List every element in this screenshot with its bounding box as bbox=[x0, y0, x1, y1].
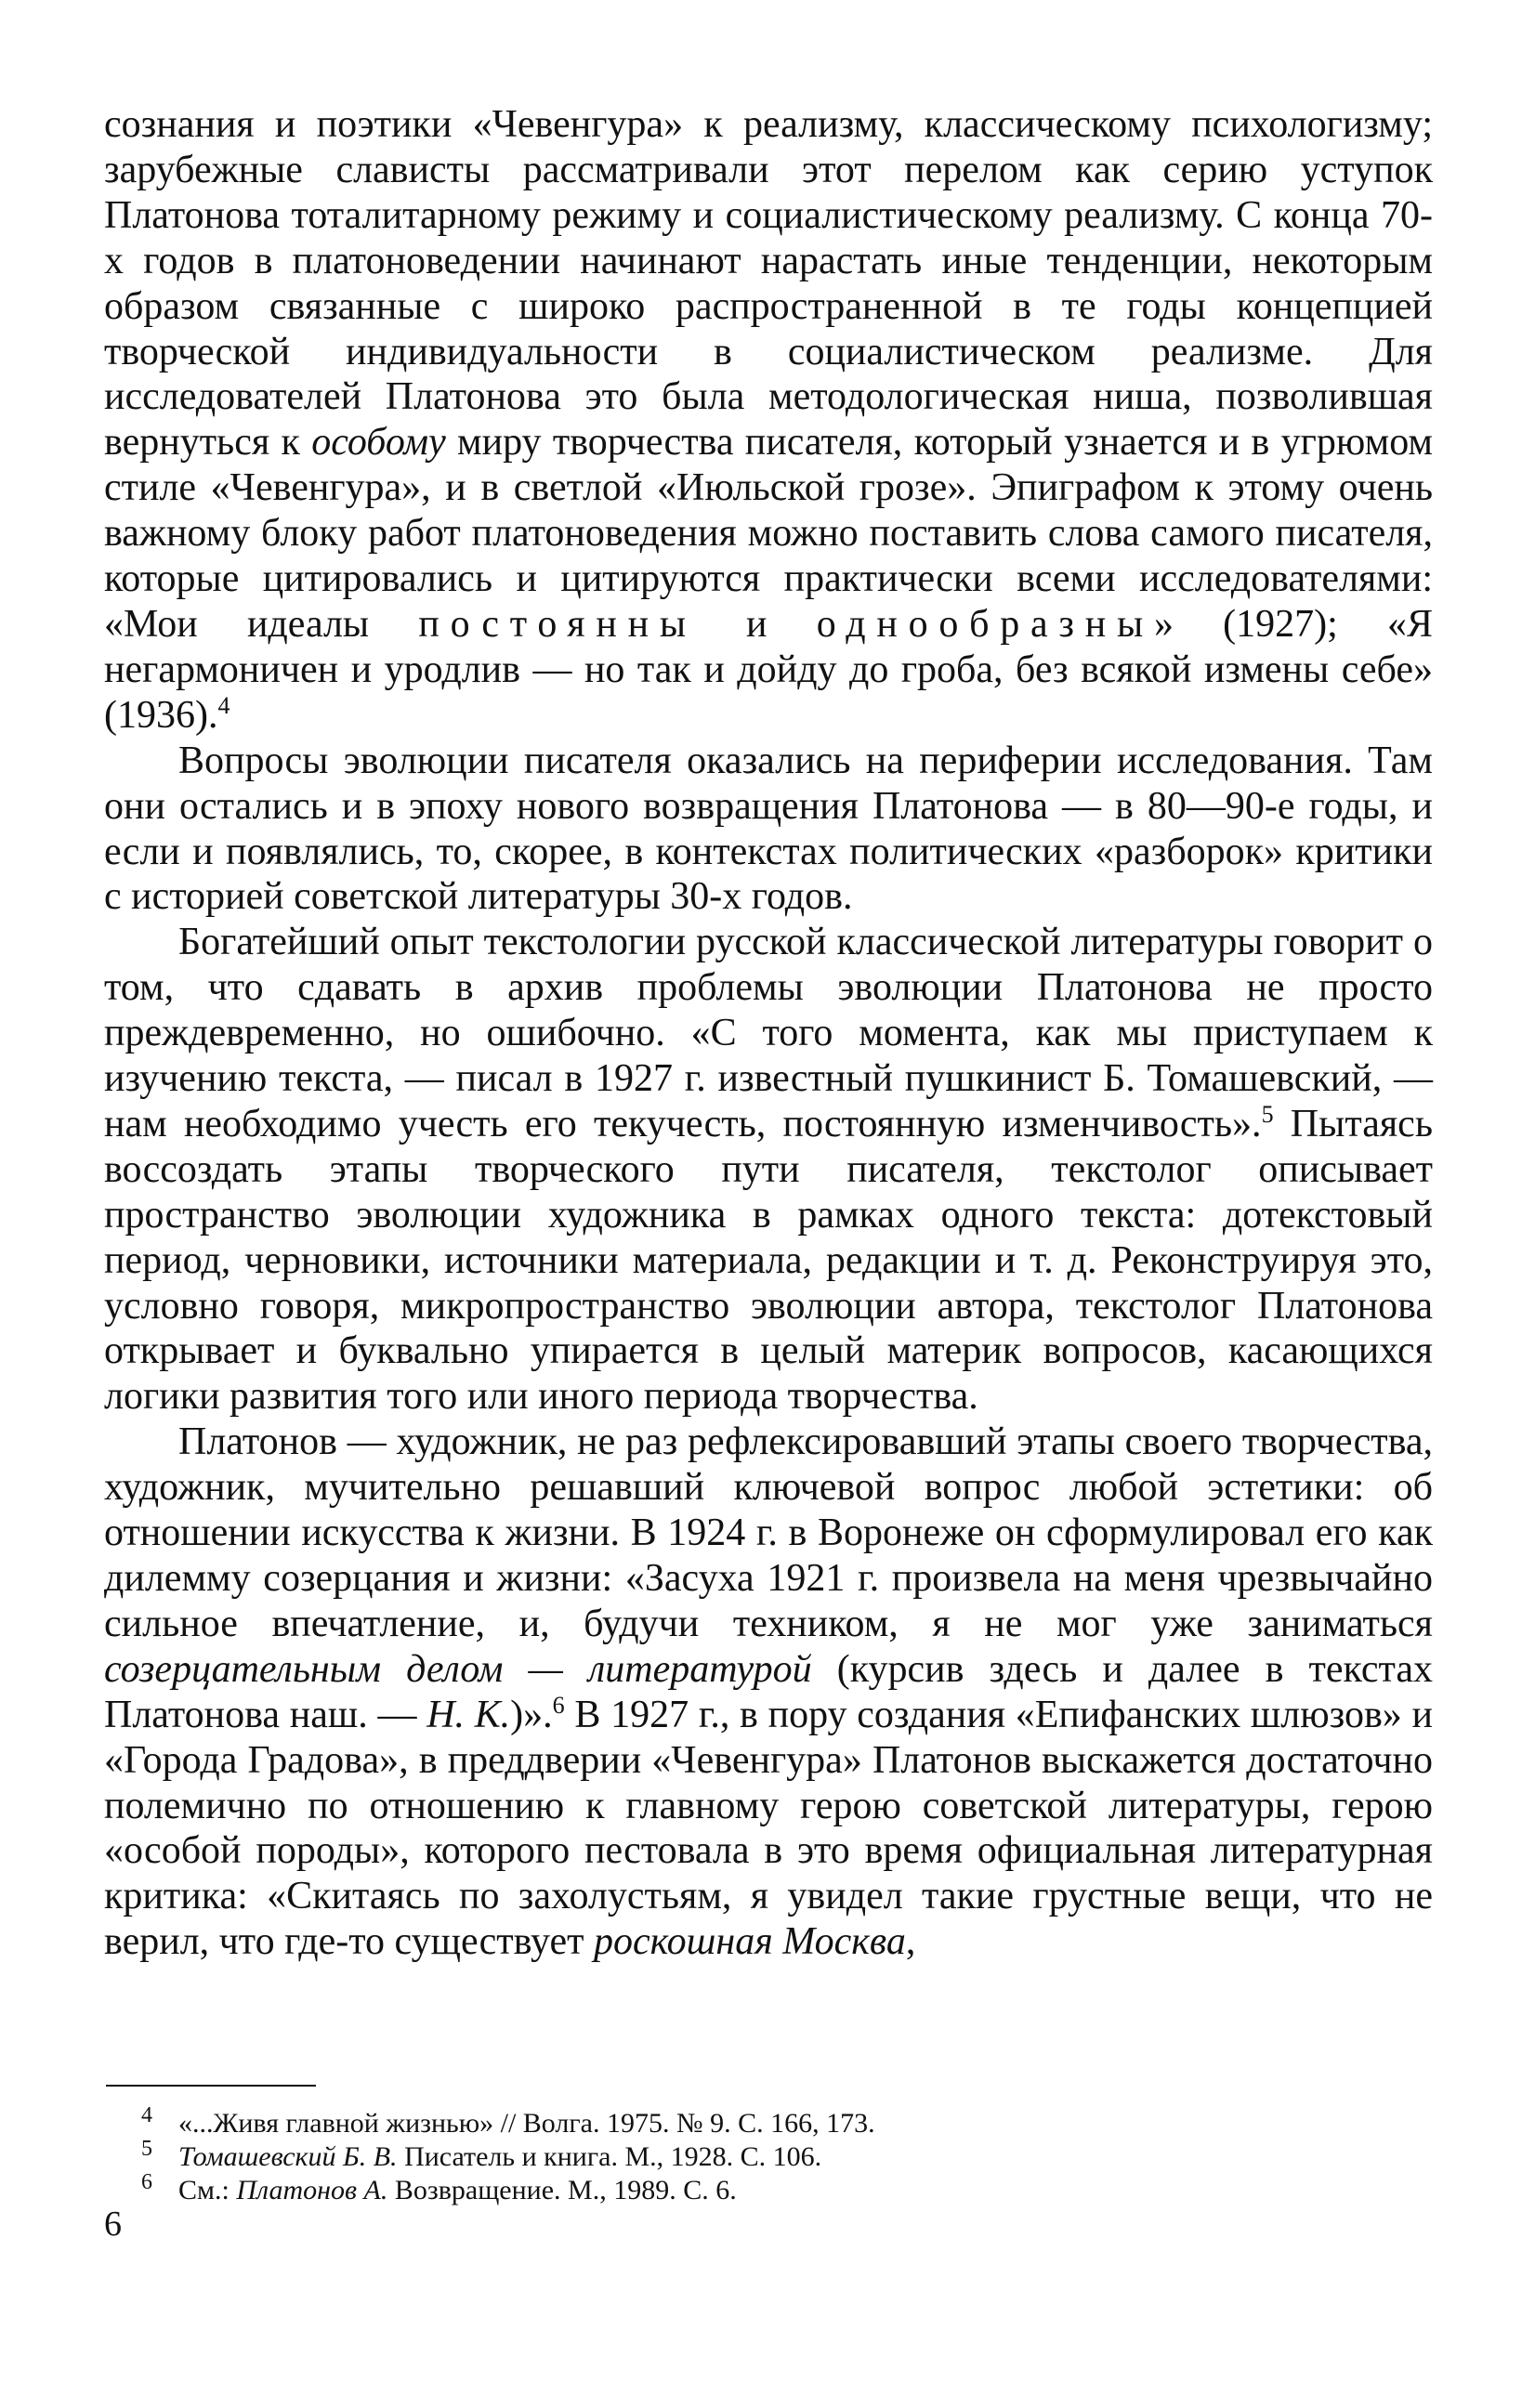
footnotes bbox=[141, 2103, 1423, 2207]
text-run: Возвращение. М., 1989. С. 6. bbox=[387, 2175, 737, 2205]
italic-text: Н. К. bbox=[426, 1693, 511, 1736]
footnote-ref: 4 bbox=[217, 691, 230, 719]
paragraph-3 bbox=[104, 920, 1433, 1420]
text-run: Богатейший опыт текстологии русской классической литературы говорит о том, что сдавать в архив проблемы эволюции Платонова не просто преждевременно, но ошибочно. «С того момента, как мы приступаем к изучению текста, — писал в 1927 г. известный пушкинист Б. Томашевский, — нам необходимо учесть его текучесть, постоянную изменчивость». bbox=[104, 921, 1433, 1145]
footnote-ref: 6 bbox=[552, 1691, 565, 1719]
text-run: (курсив здесь и далее в текстах Платонова наш. — bbox=[104, 1647, 1433, 1736]
footnote-4: 4 «...Живя главной жизнью» // Волга. 1975. № 9. С. 166, 173. bbox=[141, 2103, 875, 2139]
paragraph-4 bbox=[104, 1420, 1433, 1965]
paragraph-1 bbox=[104, 102, 1433, 739]
spaced-text: постоянны bbox=[418, 602, 697, 646]
spaced-text: однообразны bbox=[816, 602, 1154, 646]
page-number: 6 bbox=[104, 2205, 122, 2244]
text-run: сознания и поэтики «Чевенгура» к реализму, классическому психологизму; зарубежные слависты рассматривали этот перелом как серию уступок Платонова тоталитарному режиму и социалистическому реализму. С конца 70-х годов в платоноведении начинают нарастать иные тенденции, некоторым образом связанные с широко распространенной в те годы концепцией творческой индивидуальности в социалистическом реализме. Для исследователей Платонова это была методологическая ниша, позволившая вернуться к bbox=[104, 103, 1433, 465]
footnote-6: 6 См.: Платонов А. Возвращение. М., 1989. С. 6. bbox=[141, 2170, 737, 2205]
footnote-ref: 5 bbox=[1261, 1100, 1274, 1128]
italic-text: Томашевский Б. В. bbox=[178, 2141, 398, 2172]
text-run: См.: bbox=[178, 2175, 237, 2205]
italic-text: Платонов А. bbox=[236, 2175, 388, 2205]
text-run: миру творчества писателя, который узнается и в угрюмом стиле «Чевенгура», и в светлой «Июльской грозе». Эпиграфом к этому очень важному блоку работ платоноведения можно поставить слова самого писателя, которые цитировались и цитируются практически всеми исследователями: «Мои идеалы bbox=[104, 421, 1434, 646]
italic-text: особому bbox=[311, 421, 446, 465]
footnote-divider bbox=[106, 2085, 316, 2087]
text-run: «...Живя главной жизнью» // Волга. 1975. № 9. С. 166, 173. bbox=[178, 2108, 875, 2139]
text-run: В 1927 г., в пору создания «Епифанских шлюзов» и «Города Градова», в преддверии «Чевенгура» Платонов выскажется достаточно полемично по отношению к главному герою советской литературы, герою «особой породы», которого пестовала в это время официальная литературная критика: «Скитаясь по захолустьям, я увидел такие грустные вещи, что не верил, что где-то существует bbox=[104, 1693, 1433, 1964]
text-run: Вопросы эволюции писателя оказались на периферии исследования. Там они остались и в эпоху нового возвращения Платонова — в 80—90-е годы, и если и появлялись, то, скорее, в контекстах политических «разборок» критики с историей советской литературы 30-х годов. bbox=[104, 739, 1433, 919]
text-run: и bbox=[696, 602, 817, 646]
text-run: Пытаясь воссоздать этапы творческого пути писателя, текстолог описывает пространство эволюции художника в рамках одного текста: дотекстовый период, черновики, источники материала, редакции и т. д. Реконструируя это, условно говоря, микропространство эволюции автора, текстолог Платонова открывает и буквально упирается в целый материк вопросов, касающихся логики развития того или иного периода творчества. bbox=[104, 1102, 1433, 1419]
text-run: )». bbox=[510, 1693, 553, 1736]
footnote-5: 5 Томашевский Б. В. Писатель и книга. М., 1928. С. 106. bbox=[141, 2137, 822, 2172]
text-run: , bbox=[905, 1920, 916, 1964]
italic-text: созерцательным делом — литературой bbox=[104, 1647, 812, 1691]
italic-text: роскошная Москва bbox=[593, 1920, 906, 1964]
text-run: » (1927); «Я негармоничен и уродлив — но так и дойду до гроба, без всякой измены себе» (1936). bbox=[104, 602, 1434, 737]
paragraph-2 bbox=[104, 739, 1433, 921]
text-run: Писатель и книга. М., 1928. С. 106. bbox=[397, 2141, 822, 2172]
text-run: Платонов — художник, не раз рефлексировавший этапы своего творчества, художник, мучительно решавший ключевой вопрос любой эстетики: об отношении искусства к жизни. В 1924 г. в Воронеже он сформулировал его как дилемму созерцания и жизни: «Засуха 1921 г. произвела на меня чрезвычайно сильное впечатление, и, будучи техником, я не мог уже заниматься bbox=[104, 1420, 1433, 1645]
main-text bbox=[104, 102, 1433, 1965]
